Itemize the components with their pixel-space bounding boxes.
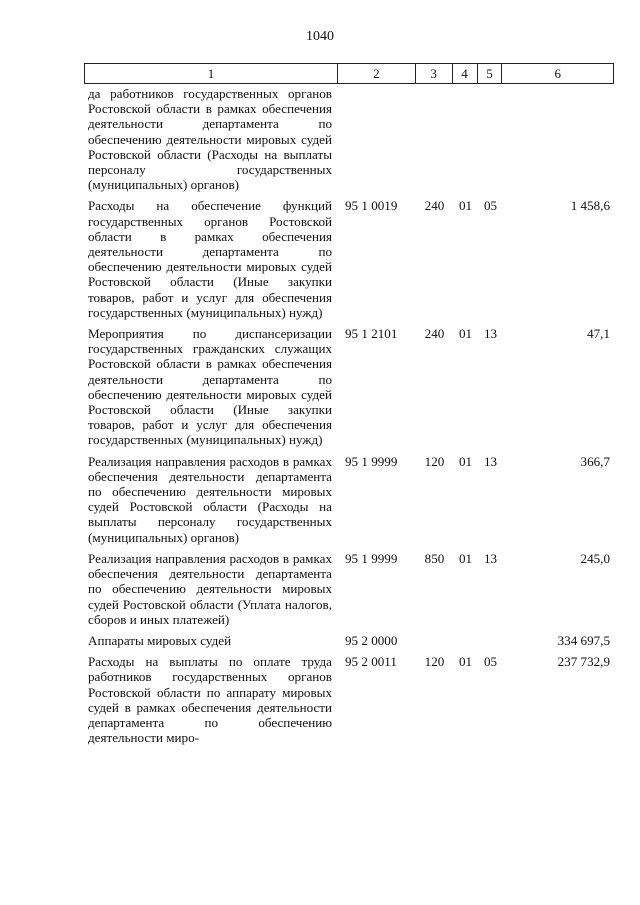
row-code <box>336 86 416 192</box>
row-rz: 01 <box>458 654 473 670</box>
row-pr: 05 <box>483 654 498 670</box>
row-sum: 1 458,6 <box>570 198 610 214</box>
row-pr: 05 <box>483 198 498 214</box>
table-row <box>84 633 614 648</box>
row-sum: 334 697,5 <box>557 632 610 648</box>
row-pr: 13 <box>483 550 498 566</box>
row-vr: 850 <box>424 550 445 566</box>
row-rz: 01 <box>458 326 473 342</box>
row-code: 95 1 2101 <box>345 326 398 342</box>
row-pr <box>478 86 503 192</box>
column-header-1: 1 <box>85 64 338 83</box>
row-name: Расходы на выплаты по оплате труда работников государственных органов Ростовской области по аппарату мировых судей в рамках обеспечения деятельности департамента по обеспечению деятельности миро- <box>88 654 332 746</box>
row-sum: 245,0 <box>580 550 610 566</box>
row-code: 95 2 0011 <box>345 654 397 670</box>
row-pr: 13 <box>483 326 498 342</box>
row-rz: 01 <box>458 453 473 469</box>
row-rz <box>453 86 478 192</box>
row-pr: 13 <box>483 453 498 469</box>
row-code: 95 1 9999 <box>345 550 398 566</box>
row-name: Реализация направления расходов в рамках обеспечения деятельности департамента по обеспечению деятельности мировых судей Ростовской области (Уплата налогов, сборов и иных платежей) <box>88 550 332 627</box>
column-header-5: 5 <box>478 64 503 83</box>
row-vr <box>416 86 453 192</box>
table-row <box>84 326 614 448</box>
column-header-4: 4 <box>453 64 478 83</box>
table-row <box>84 654 614 745</box>
row-code: 95 1 0019 <box>345 198 398 214</box>
table-row <box>84 198 614 320</box>
page-number: 1040 <box>306 29 334 44</box>
row-sum <box>503 86 614 192</box>
row-code: 95 2 0000 <box>345 632 398 648</box>
row-name: Мероприятия по диспансеризации государственных гражданских служащих Ростовской области в рамках обеспечения деятельности департамента по обеспечению деятельности мировых судей Ростовской области (Иные закупки товаров, работ и услуг для обеспечения государственных (муниципальных) нужд) <box>88 326 332 448</box>
row-pr <box>478 633 503 648</box>
row-vr: 120 <box>424 654 445 670</box>
row-vr: 120 <box>424 453 445 469</box>
row-vr: 240 <box>424 326 445 342</box>
row-name: Реализация направления расходов в рамках обеспечения деятельности департамента по обеспечению деятельности мировых судей Ростовской области (Расходы на выплаты персоналу государственных (муниципальных) органов) <box>88 453 332 545</box>
table-row <box>84 551 614 627</box>
row-vr <box>416 633 453 648</box>
table-row <box>84 454 614 545</box>
row-sum: 237 732,9 <box>557 654 610 670</box>
row-sum: 366,7 <box>580 453 610 469</box>
row-sum: 47,1 <box>587 326 610 342</box>
column-header-6: 6 <box>554 66 561 81</box>
column-header-3: 3 <box>416 64 453 83</box>
row-name: да работников государственных органов Ростовской области в рамках обеспечения деятельности департамента по обеспечению деятельности мировых судей Ростовской области (Расходы на выплаты персоналу государственных (муниципальных) органов) <box>88 86 332 193</box>
row-name: Расходы на обеспечение функций государственных органов Ростовской области в рамках обеспечения деятельности департамента по обеспечению деятельности мировых судей Ростовской области (Иные закупки товаров, работ и услуг для обеспечения государственных (муниципальных) нужд) <box>88 198 332 320</box>
table-body <box>84 86 614 751</box>
row-rz: 01 <box>458 198 473 214</box>
column-header-2: 2 <box>338 64 416 83</box>
row-code: 95 1 9999 <box>345 453 398 469</box>
row-rz <box>453 633 478 648</box>
table-header <box>84 63 614 84</box>
row-rz: 01 <box>458 550 473 566</box>
row-name: Аппараты мировых судей <box>88 632 232 648</box>
table-row <box>84 86 614 192</box>
row-vr: 240 <box>424 198 445 214</box>
